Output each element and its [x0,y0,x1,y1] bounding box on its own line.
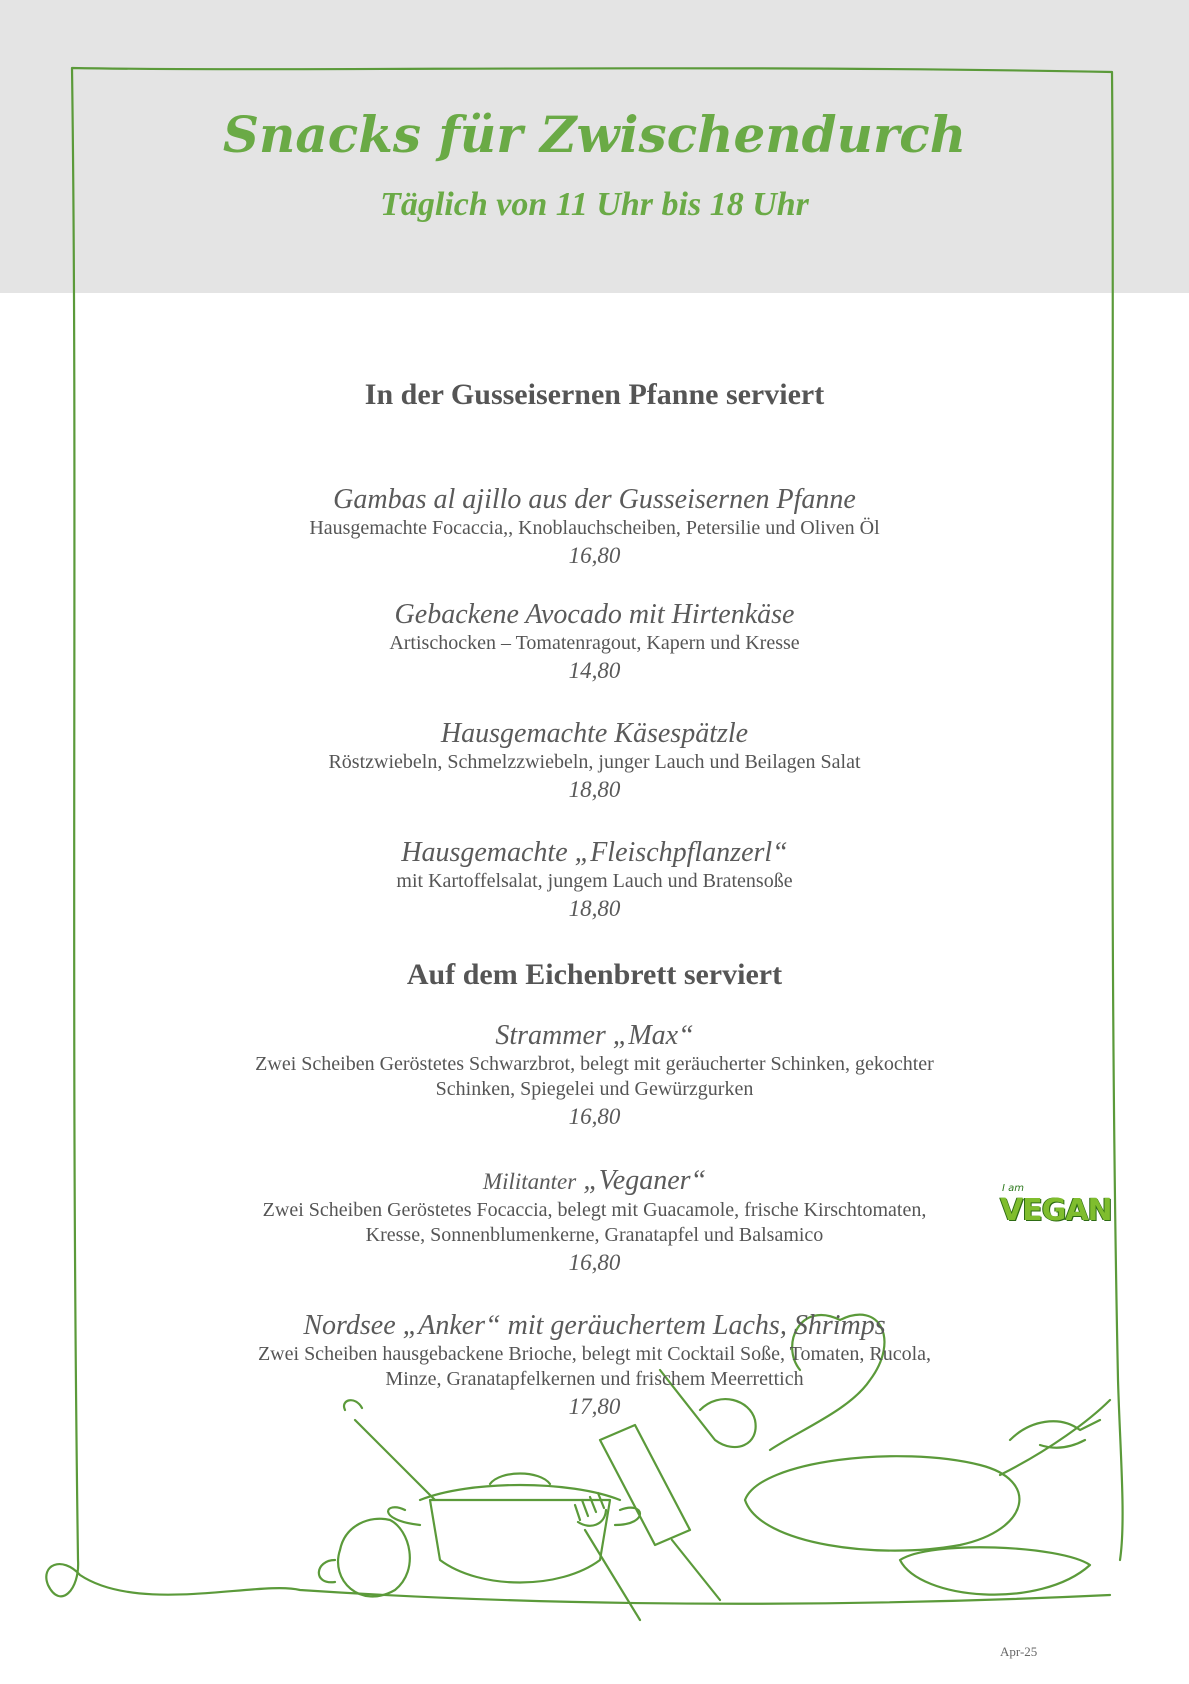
item-description: Kresse, Sonnenblumenkerne, Granatapfel und Balsamico [365,1224,824,1246]
item-name: Gambas al ajillo aus der Gusseisernen Pfanne [333,484,856,515]
item-price: 16,80 [568,543,621,568]
menu-item [0,599,1189,686]
menu-item [0,837,1189,924]
item-description: mit Kartoffelsalat, jungem Lauch und Bratensoße [396,870,793,892]
item-name-main: „Veganer“ [583,1165,707,1196]
item-description: Hausgemachte Focaccia,, Knoblauchscheiben, Petersilie und Oliven Öl [309,517,880,539]
item-price: 16,80 [568,1104,621,1129]
item-description: Röstzwiebeln, Schmelzzwiebeln, junger Lauch und Beilagen Salat [328,751,861,773]
footer-date: Apr-25 [1000,1644,1038,1659]
menu-item [0,718,1189,805]
menu-item [0,484,1189,571]
menu-item [0,1020,1189,1132]
item-price: 14,80 [568,658,621,683]
item-name: Strammer „Max“ [495,1020,694,1051]
spatula-line-art [600,1425,720,1600]
item-description: Zwei Scheiben Geröstetes Schwarzbrot, belegt mit geräucherter Schinken, gekochter [255,1053,934,1075]
item-name: Gebackene Avocado mit Hirtenkäse [394,599,795,630]
item-name: Hausgemachte „Fleischpflanzerl“ [401,837,788,868]
item-name: Nordsee „Anker“ mit geräuchertem Lachs, Shrimps [303,1310,886,1341]
cup-line-art [319,1519,410,1597]
section-title-pan: In der Gusseisernen Pfanne serviert [364,378,825,411]
opening-hours: Täglich von 11 Uhr bis 18 Uhr [380,186,809,223]
bowl-line-art [900,1547,1090,1594]
pan-line-art [745,1400,1110,1551]
item-price: 18,80 [568,777,621,802]
item-price: 17,80 [568,1394,621,1419]
menu-item [0,1310,1189,1422]
item-name: Hausgemachte Käsespätzle [440,718,749,749]
item-description: Artischocken – Tomatenragout, Kapern und Kresse [389,632,800,654]
vegan-badge-text: VEGAN [1000,1193,1112,1228]
item-description: Schinken, Spiegelei und Gewürzgurken [435,1078,754,1100]
item-name-prefix: Militanter [482,1169,577,1194]
item-description: Minze, Granatapfelkernen und frischem Meerrettich [385,1368,804,1390]
item-description: Zwei Scheiben hausgebackene Brioche, belegt mit Cocktail Soße, Tomaten, Rucola, [257,1343,932,1365]
section-title-board: Auf dem Eichenbrett serviert [406,958,783,991]
item-description: Zwei Scheiben Geröstetes Focaccia, belegt mit Guacamole, frische Kirschtomaten, [262,1199,927,1221]
page-title: Snacks für Zwischendurch [222,105,967,164]
vegan-badge-logo [1000,1183,1112,1237]
item-price: 18,80 [568,896,621,921]
item-price: 16,80 [568,1250,621,1275]
vegan-badge-small: I am [1002,1183,1024,1194]
